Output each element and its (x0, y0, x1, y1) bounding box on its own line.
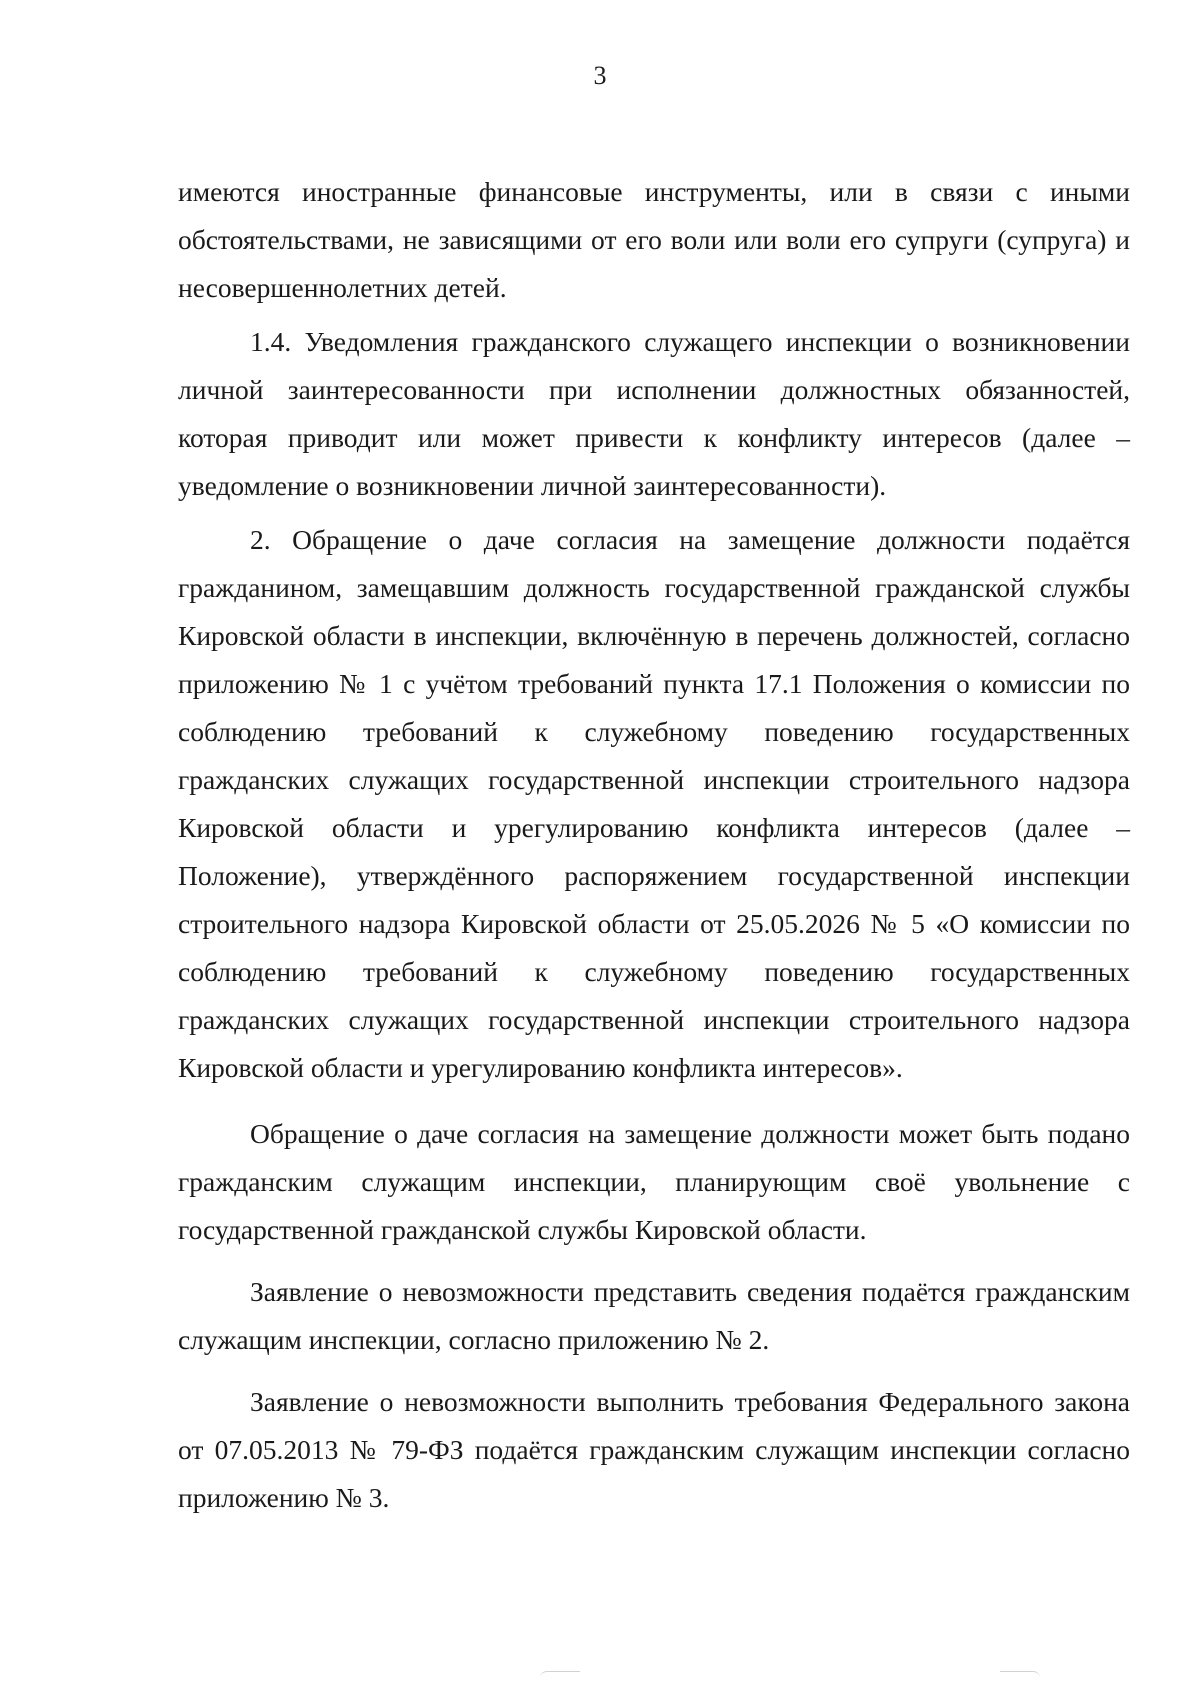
paragraph-item-1-4: 1.4. Уведомления гражданского служащего инспекции о возникновении личной заинтересованности при исполнении должностных обязанностей, которая приводит или может привести к конфликту интересов (далее – уведомление о возникновении личной заинтересованности). (178, 326, 1130, 501)
paragraph-continuation: имеются иностранные финансовые инструменты, или в связи с иными обстоятельствами, не зависящими от его воли или воли его супруги (супруга) и несовершеннолетних детей. (178, 176, 1130, 303)
paragraph-statement-information: Заявление о невозможности представить сведения подаётся гражданским служащим инспекции, согласно приложению № 2. (178, 1276, 1130, 1355)
scan-edge-mark-left (540, 1671, 580, 1678)
document-body (178, 168, 1130, 1522)
paragraph-statement-federal-law: Заявление о невозможности выполнить требования Федерального закона от 07.05.2013 № 79-ФЗ подаётся гражданским служащим инспекции согласно приложению № 3. (178, 1386, 1130, 1513)
paragraph-item-2: 2. Обращение о даче согласия на замещение должности подаётся гражданином, замещавшим должность государственной гражданской службы Кировской области в инспекции, включённую в перечень должностей, согласно приложению № 1 с учётом требований пункта 17.1 Положения о комиссии по соблюдению требований к служебному поведению государственных гражданских служащих государственной инспекции строительного надзора Кировской области и урегулированию конфликта интересов (далее – Положение), утверждённого распоряжением государственной инспекции строительного надзора Кировской области от 25.05.2026 № 5 «О комиссии по соблюдению требований к служебному поведению государственных гражданских служащих государственной инспекции строительного надзора Кировской области и урегулированию конфликта интересов». (178, 524, 1130, 1083)
paragraph-consent-request: Обращение о даче согласия на замещение должности может быть подано гражданским служащим инспекции, планирующим своё увольнение с государственной гражданской службы Кировской области. (178, 1118, 1130, 1245)
scan-edge-mark-right (1000, 1671, 1040, 1678)
page-number: 3 (593, 61, 607, 90)
